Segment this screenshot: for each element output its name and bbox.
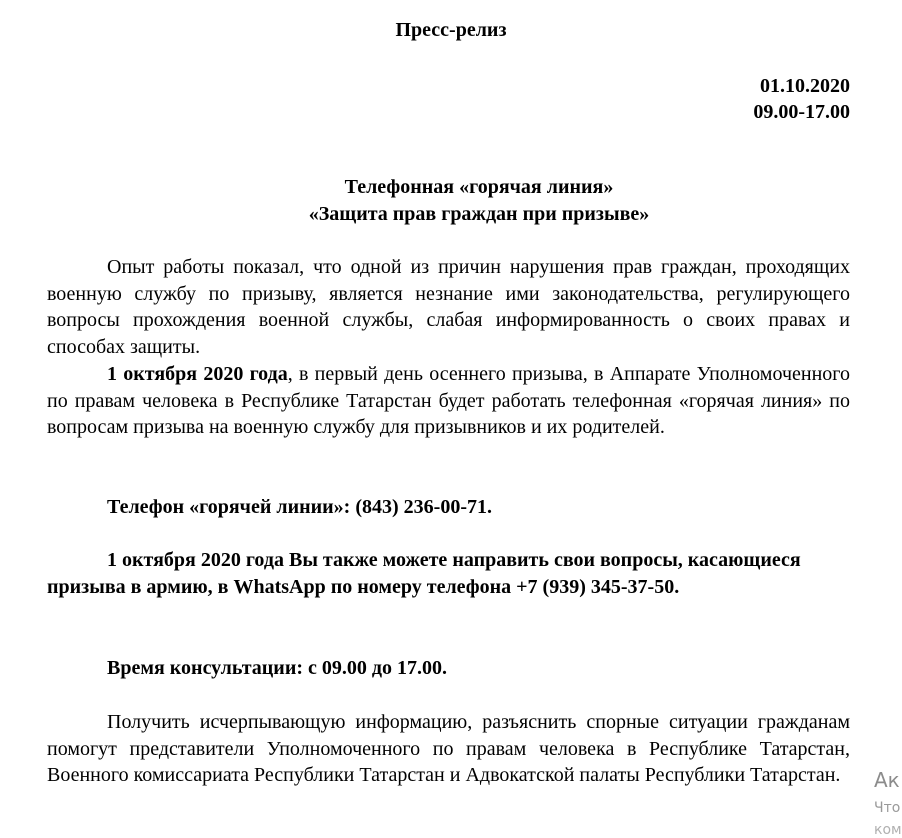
- paragraph-hotline-announcement: [47, 361, 850, 441]
- body-block-final: [47, 709, 850, 789]
- document-title: Пресс-релиз: [395, 19, 507, 41]
- hotline-phone: Телефон «горячей линии»: (843) 236-00-71.: [107, 496, 492, 518]
- release-date: 01.10.2020: [760, 75, 850, 97]
- body-block-1: [47, 254, 850, 441]
- announcement-text: , в первый день осеннего призыва, в Аппарате Уполномоченного по правам человека в Республике Татарстан будет работать телефонная «горячая линия» по вопросам призыва на военную службу для призывников и их родителей.: [47, 362, 850, 439]
- release-time: 09.00-17.00: [753, 101, 850, 123]
- headline-line-2: «Защита прав граждан при призыве»: [308, 203, 650, 225]
- date-time-block: [753, 73, 850, 125]
- body-block-whatsapp: [47, 547, 850, 600]
- paragraph-intro: Опыт работы показал, что одной из причин нарушения прав граждан, проходящих военную службу по призыву, является незнание ими законодательства, регулирующего вопросы прохождения военной службы, слабая информированность о своих правах и способах защиты.: [47, 256, 850, 359]
- body-block-consult: [47, 655, 850, 682]
- activation-watermark-subtitle: Что: [874, 800, 901, 816]
- paragraph-final: Получить исчерпывающую информацию, разъяснить спорные ситуации гражданам помогут представители Уполномоченного по правам человека в Республике Татарстан, Военного комиссариата Республики Татарстан и Адвокатской палаты Республики Татарстан.: [47, 711, 850, 787]
- headline: [0, 174, 902, 228]
- body-block-hotline: [47, 494, 850, 521]
- whatsapp-info: 1 октября 2020 года Вы также можете направить свои вопросы, касающиеся призыва в армию, в WhatsApp по номеру телефона +7 (939) 345-37-50.: [47, 549, 801, 598]
- consultation-time: Время консультации: с 09.00 до 17.00.: [107, 657, 448, 679]
- announcement-date: 1 октября 2020 года: [107, 362, 288, 385]
- headline-line-1: Телефонная «горячая линия»: [344, 176, 614, 198]
- activation-watermark-title: Ак: [874, 768, 900, 792]
- activation-watermark-subtitle-2: ком: [874, 822, 902, 838]
